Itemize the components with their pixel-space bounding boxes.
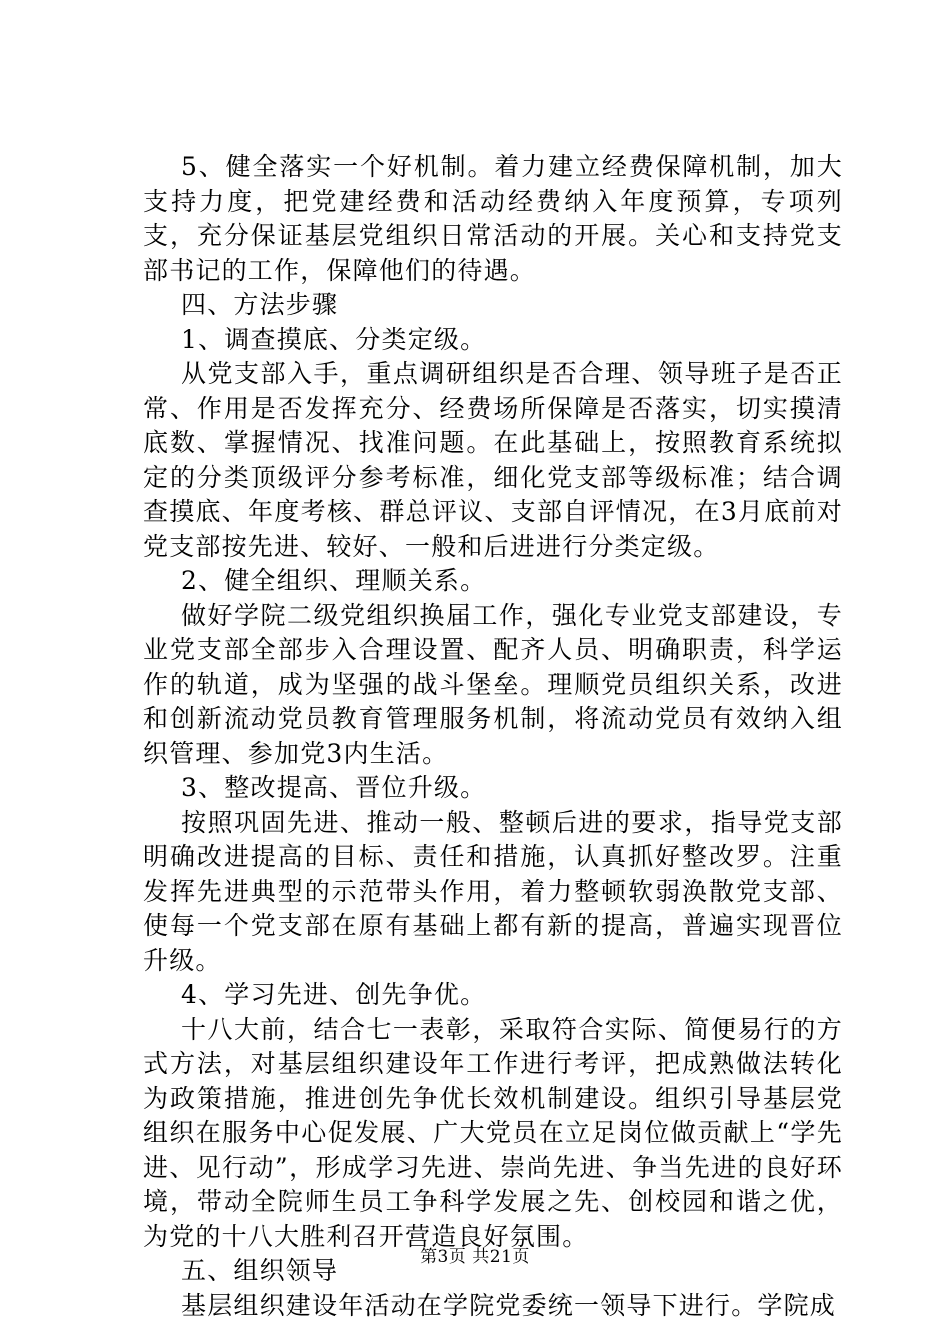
paragraph-survey: 从党支部入手，重点调研组织是否合理、领导班子是否正常、作用是否发挥充分、经费场所保障是否落实，切实摸清底数、掌握情况、找准问题。在此基础上，按照教育系统拟定的分类顶级评分参考标准，细化党支部等级标准；结合调查摸底、年度考核、群总评议、支部自评情况，在3月底前对党支部按先进、较好、一般和后进进行分类定级。 — [143, 359, 843, 561]
section-heading-leadership: 五、组织领导 — [181, 1256, 339, 1285]
paragraph-rectify: 按照巩固先进、推动一般、整顿后进的要求，指导党支部明确改进提高的目标、责任和措施，认真抓好整改罗。注重发挥先进典型的示范带头作用，着力整顿软弱涣散党支部、使每一个党支部在原有基础上都有新的提高，普遍实现晋位升级。 — [143, 807, 843, 975]
step-heading-survey: 1、调查摸底、分类定级。 — [181, 324, 487, 354]
paragraph-learn: 十八大前，结合七一表彰，采取符合实际、简便易行的方式方法，对基层组织建设年工作进行考评，把成熟做法转化为政策措施，推进创先争优长效机制建设。组织引导基层党组织在服务中心促发展、广大党员在立足岗位做贡献上“学先进、见行动”，形成学习先进、崇尚先进、争当先进的良好环境，带动全院师生员工争科学发展之先、创校园和谐之优，为党的十八大胜利召开营造良好氛围。 — [143, 1014, 843, 1251]
step-heading-rectify: 3、整改提高、晋位升级。 — [181, 773, 487, 802]
paragraph-leadership: 基层组织建设年活动在学院党委统一领导下进行。学院成 — [181, 1290, 837, 1320]
paragraph-mechanism: 5、健全落实一个好机制。着力建立经费保障机制，加大支持力度，把党建经费和活动经费纳入年度预算，专项列支，充分保证基层党组织日常活动的开展。关心和支持党支部书记的工作，保障他们的待遇。 — [143, 152, 843, 285]
document-body — [143, 150, 843, 1323]
step-heading-organization: 2、健全组织、理顺关系。 — [181, 566, 487, 595]
section-heading-methods: 四、方法步骤 — [181, 290, 339, 319]
paragraph-organization: 做好学院二级党组织换届工作，强化专业党支部建设，专业党支部全部步入合理设置、配齐人员、明确职责，科学运作的轨道，成为坚强的战斗堡垒。理顺党员组织关系，改进和创新流动党员教育管理服务机制，将流动党员有效纳入组织管理、参加党3内生活。 — [143, 600, 843, 768]
step-heading-learn: 4、学习先进、创先争优。 — [181, 980, 487, 1009]
page-footer: 第3页 共21页 — [420, 1247, 530, 1267]
